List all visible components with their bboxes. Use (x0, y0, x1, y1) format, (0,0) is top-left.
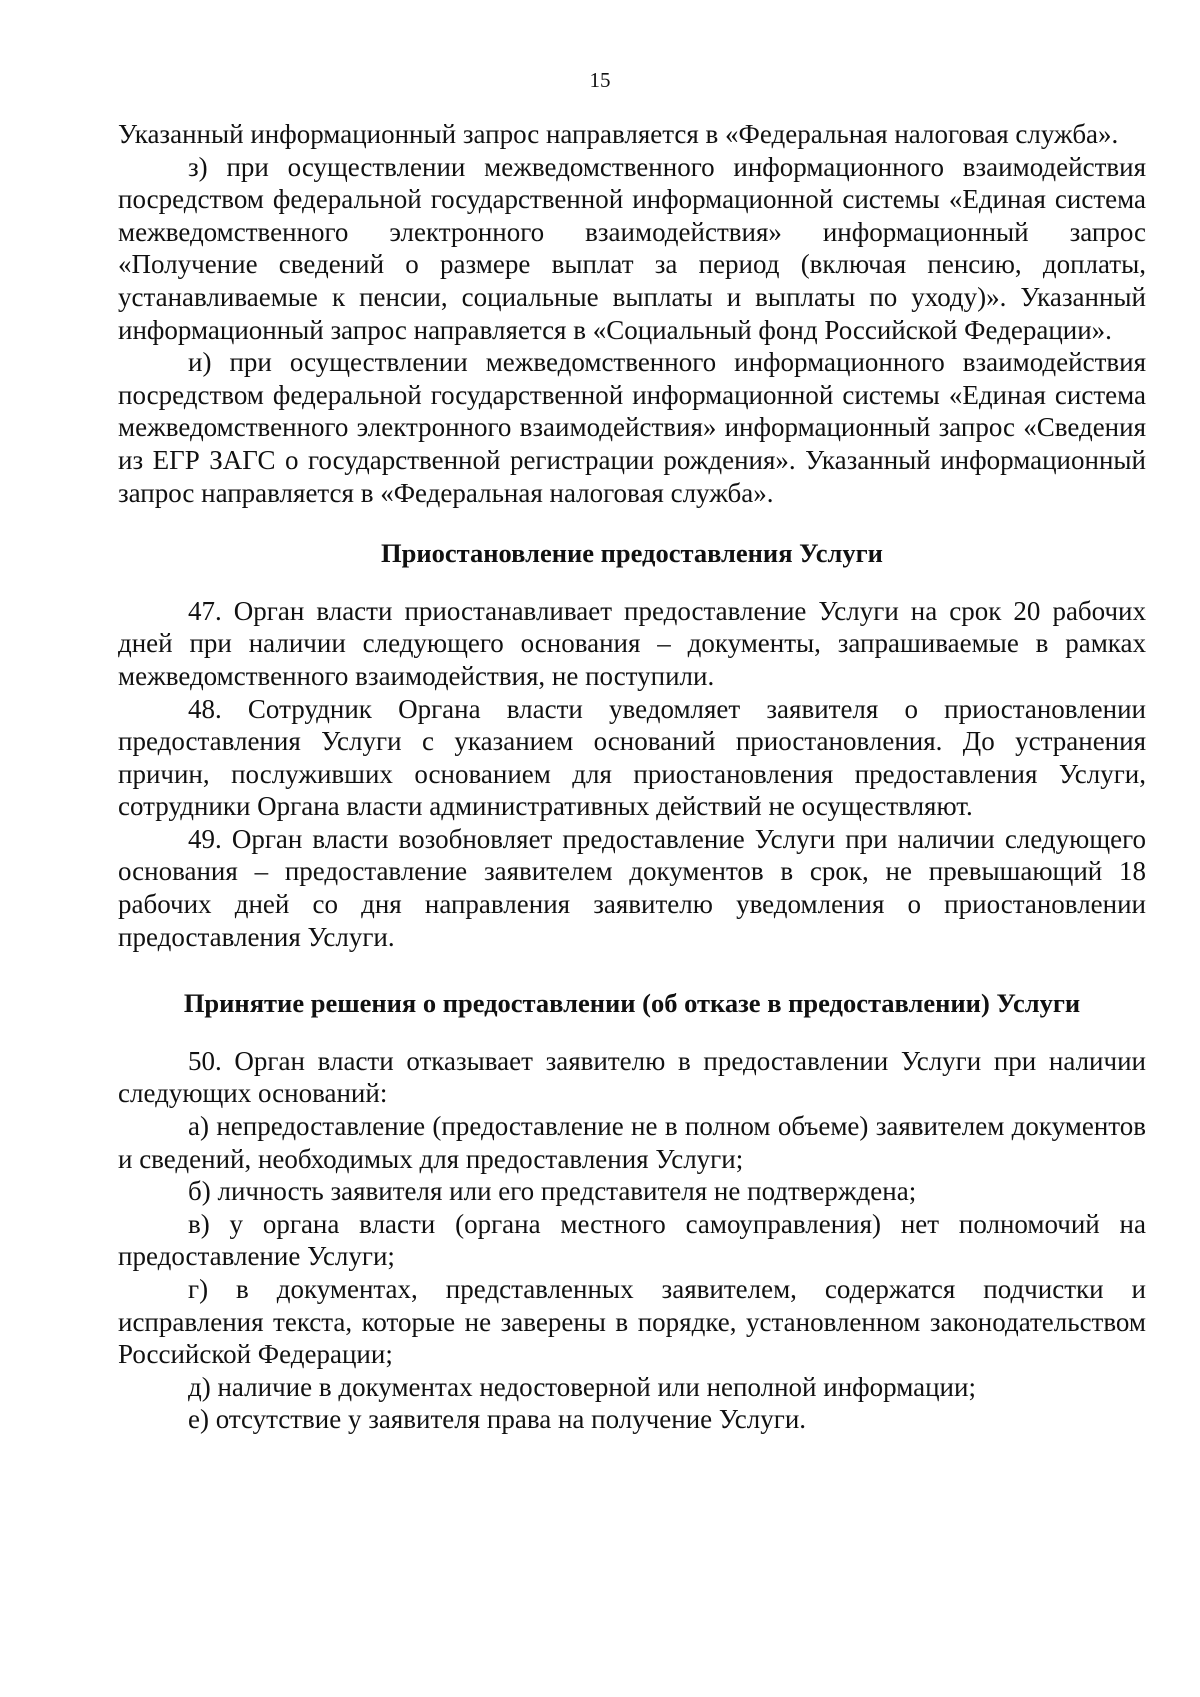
paragraph-48: 48. Сотрудник Органа власти уведомляет заявителя о приостановлении предоставления Услуги с указанием оснований приостановления. До устранения причин, послуживших основанием для приостановления предоставления Услуги, сотрудники Органа власти административных действий не осуществляют. (118, 693, 1146, 822)
paragraph-item-i: и) при осуществлении межведомственного информационного взаимодействия посредством федеральной государственной информационной системы «Единая система межведомственного электронного взаимодействия» информационный запрос «Сведения из ЕГР ЗАГС о государственной регистрации рождения». Указанный информационный запрос направляется в «Федеральная налоговая служба». (118, 347, 1146, 508)
section-heading-suspension: Приостановление предоставления Услуги (381, 538, 883, 569)
document-body (118, 118, 1146, 1436)
page-number: 15 (589, 68, 611, 92)
section-heading-decision: Принятие решения о предоставлении (об отказе в предоставлении) Услуги (183, 988, 1081, 1019)
paragraph-50: 50. Орган власти отказывает заявителю в предоставлении Услуги при наличии следующих оснований: (118, 1045, 1146, 1109)
list-item-e: е) отсутствие у заявителя права на получение Услуги. (188, 1404, 807, 1435)
list-item-b: б) личность заявителя или его представителя не подтверждена; (188, 1176, 917, 1207)
paragraph-47: 47. Орган власти приостанавливает предоставление Услуги на срок 20 рабочих дней при наличии следующего основания – документы, запрашиваемые в рамках межведомственного взаимодействия, не поступили. (118, 595, 1146, 691)
list-item-d: д) наличие в документах недостоверной или неполной информации; (188, 1371, 976, 1402)
list-item-v: в) у органа власти (органа местного самоуправления) нет полномочий на предоставление Услуги; (118, 1208, 1146, 1272)
list-item-g: г) в документах, представленных заявителем, содержатся подчистки и исправления текста, которые не заверены в порядке, установленном законодательством Российской Федерации; (118, 1274, 1146, 1370)
list-item-a: а) непредоставление (предоставление не в полном объеме) заявителем документов и сведений, необходимых для предоставления Услуги; (118, 1111, 1146, 1174)
paragraph-item-z: з) при осуществлении межведомственного информационного взаимодействия посредством федеральной государственной информационной системы «Единая система межведомственного электронного взаимодействия» информационный запрос «Получение сведений о размере выплат за период (включая пенсию, доплаты, устанавливаемые к пенсии, социальные выплаты и выплаты по уходу)». Указанный информационный запрос направляется в «Социальный фонд Российской Федерации». (118, 151, 1146, 345)
paragraph-request-fns: Указанный информационный запрос направляется в «Федеральная налоговая служба». (118, 119, 1119, 149)
paragraph-49: 49. Орган власти возобновляет предоставление Услуги при наличии следующего основания – предоставление заявителем документов в срок, не превышающий 18 рабочих дней со дня направления заявителю уведомления о приостановлении предоставления Услуги. (118, 823, 1146, 952)
